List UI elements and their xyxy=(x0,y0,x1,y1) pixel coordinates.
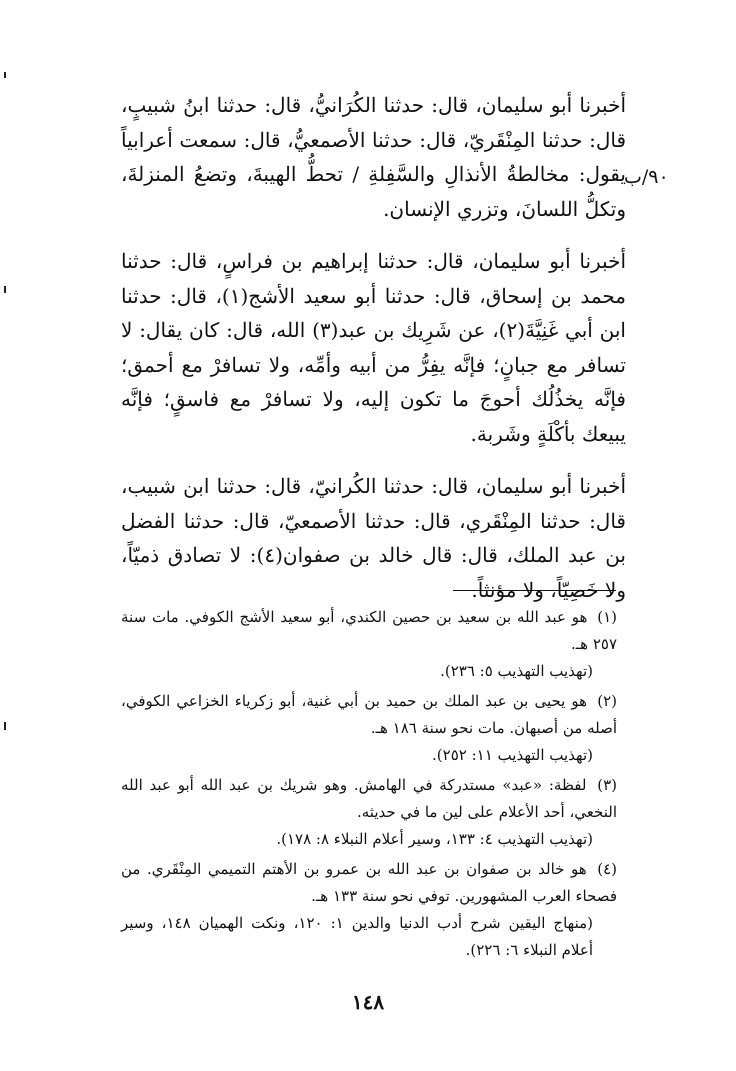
main-paragraph: أخبرنا أبو سليمان، قال: حدثنا الكُرَانيُّ، قال: حدثنا ابنُ شبيبٍ، قال: حدثنا المِنْقَريّ، قال: حدثنا الأصمعيُّ، قال: سمعت أعرابياً يقول: مخالطةُ الأنذالِ والسَّفِلةِ / تحطُّ الهيبةَ، وتضعُ المنزلةَ، وتكلُّ اللسانَ، وتزري الإنسان. xyxy=(121,93,626,221)
main-paragraph: أخبرنا أبو سليمان، قال: حدثنا إبراهيم بن فراسٍ، قال: حدثنا محمد بن إسحاق، قال: حدثنا أبو سعيد الأشج(١)، قال: حدثنا ابن أبي غَنِيَّةَ(٢)، عن شَرِيك بن عبد(٣) الله، قال: كان يقال: لا تسافر مع جبانٍ؛ فإنَّه يفِرُّ من أبيه وأمِّه، ولا تسافرْ مع أحمق؛ فإنَّه يخذُلُك أحوجَ ما تكون إليه، ولا تسافرْ مع فاسقٍ؛ فإنَّه يبيعك بأكْلَةٍ وشَربة. xyxy=(121,249,627,446)
footnote-number: (١) xyxy=(597,608,617,626)
manuscript-folio-reference: ٩٠/ب xyxy=(624,166,669,188)
footnote xyxy=(121,688,617,769)
footnote-citation: (تهذيب التهذيب ٥: ٢٣٦). xyxy=(440,662,593,680)
footnote xyxy=(121,604,617,685)
edge-mark xyxy=(4,286,6,293)
footnotes xyxy=(121,604,617,967)
main-text xyxy=(121,88,626,607)
edge-mark xyxy=(4,72,6,78)
footnote-citation: (تهذيب التهذيب ١١: ٢٥٢). xyxy=(432,746,593,764)
footnote-text: هو عبد الله بن سعيد بن حصين الكندي، أبو سعيد الأشج الكوفي. مات سنة ٢٥٧ هـ. xyxy=(121,608,617,653)
footnote-number: (٤) xyxy=(597,860,617,878)
footnote-separator xyxy=(453,590,616,591)
footnote-number: (٢) xyxy=(597,692,617,710)
footnote-number: (٣) xyxy=(597,776,617,794)
page-number: ١٤٨ xyxy=(351,990,385,1014)
footnote-citation: (تهذيب التهذيب ٤: ١٣٣، وسير أعلام النبلاء ٨: ١٧٨). xyxy=(276,830,593,848)
main-paragraph: أخبرنا أبو سليمان، قال: حدثنا الكُرانيّ، قال: حدثنا ابن شبيب، قال: حدثنا المِنْقَري، قال: حدثنا الأصمعيّ، قال: حدثنا الفضل بن عبد الملك، قال: قال خالد بن صفوان(٤): لا تصادق ذميّاً، ولا خَصِيّاً، ولا مؤنثاً. xyxy=(121,474,626,602)
footnote-text: هو خالد بن صفوان بن عبد الله بن عمرو بن الأهتم التميمي المِنْقَري. من فصحاء العرب المشهورين. توفي نحو سنة ١٣٣ هـ. xyxy=(121,860,617,905)
footnote xyxy=(121,856,617,964)
footnote-text: هو يحيى بن عبد الملك بن حميد بن أبي غنية، أبو زكرياء الخزاعي الكوفي، أصله من أصبهان. مات نحو سنة ١٨٦ هـ. xyxy=(121,692,617,737)
footnote-text: لفظة: «عبد» مستدركة في الهامش. وهو شريك بن عبد الله أبو عبد الله النخعي، أحد الأعلام على لين ما في حديثه. xyxy=(121,776,617,821)
footnote xyxy=(121,772,617,853)
edge-mark xyxy=(4,722,6,730)
footnote-citation: (منهاج اليقين شرح أدب الدنيا والدين ١: ١٢٠، ونكت الهميان ١٤٨، وسير أعلام النبلاء ٦: ٢٢٦). xyxy=(121,914,594,959)
